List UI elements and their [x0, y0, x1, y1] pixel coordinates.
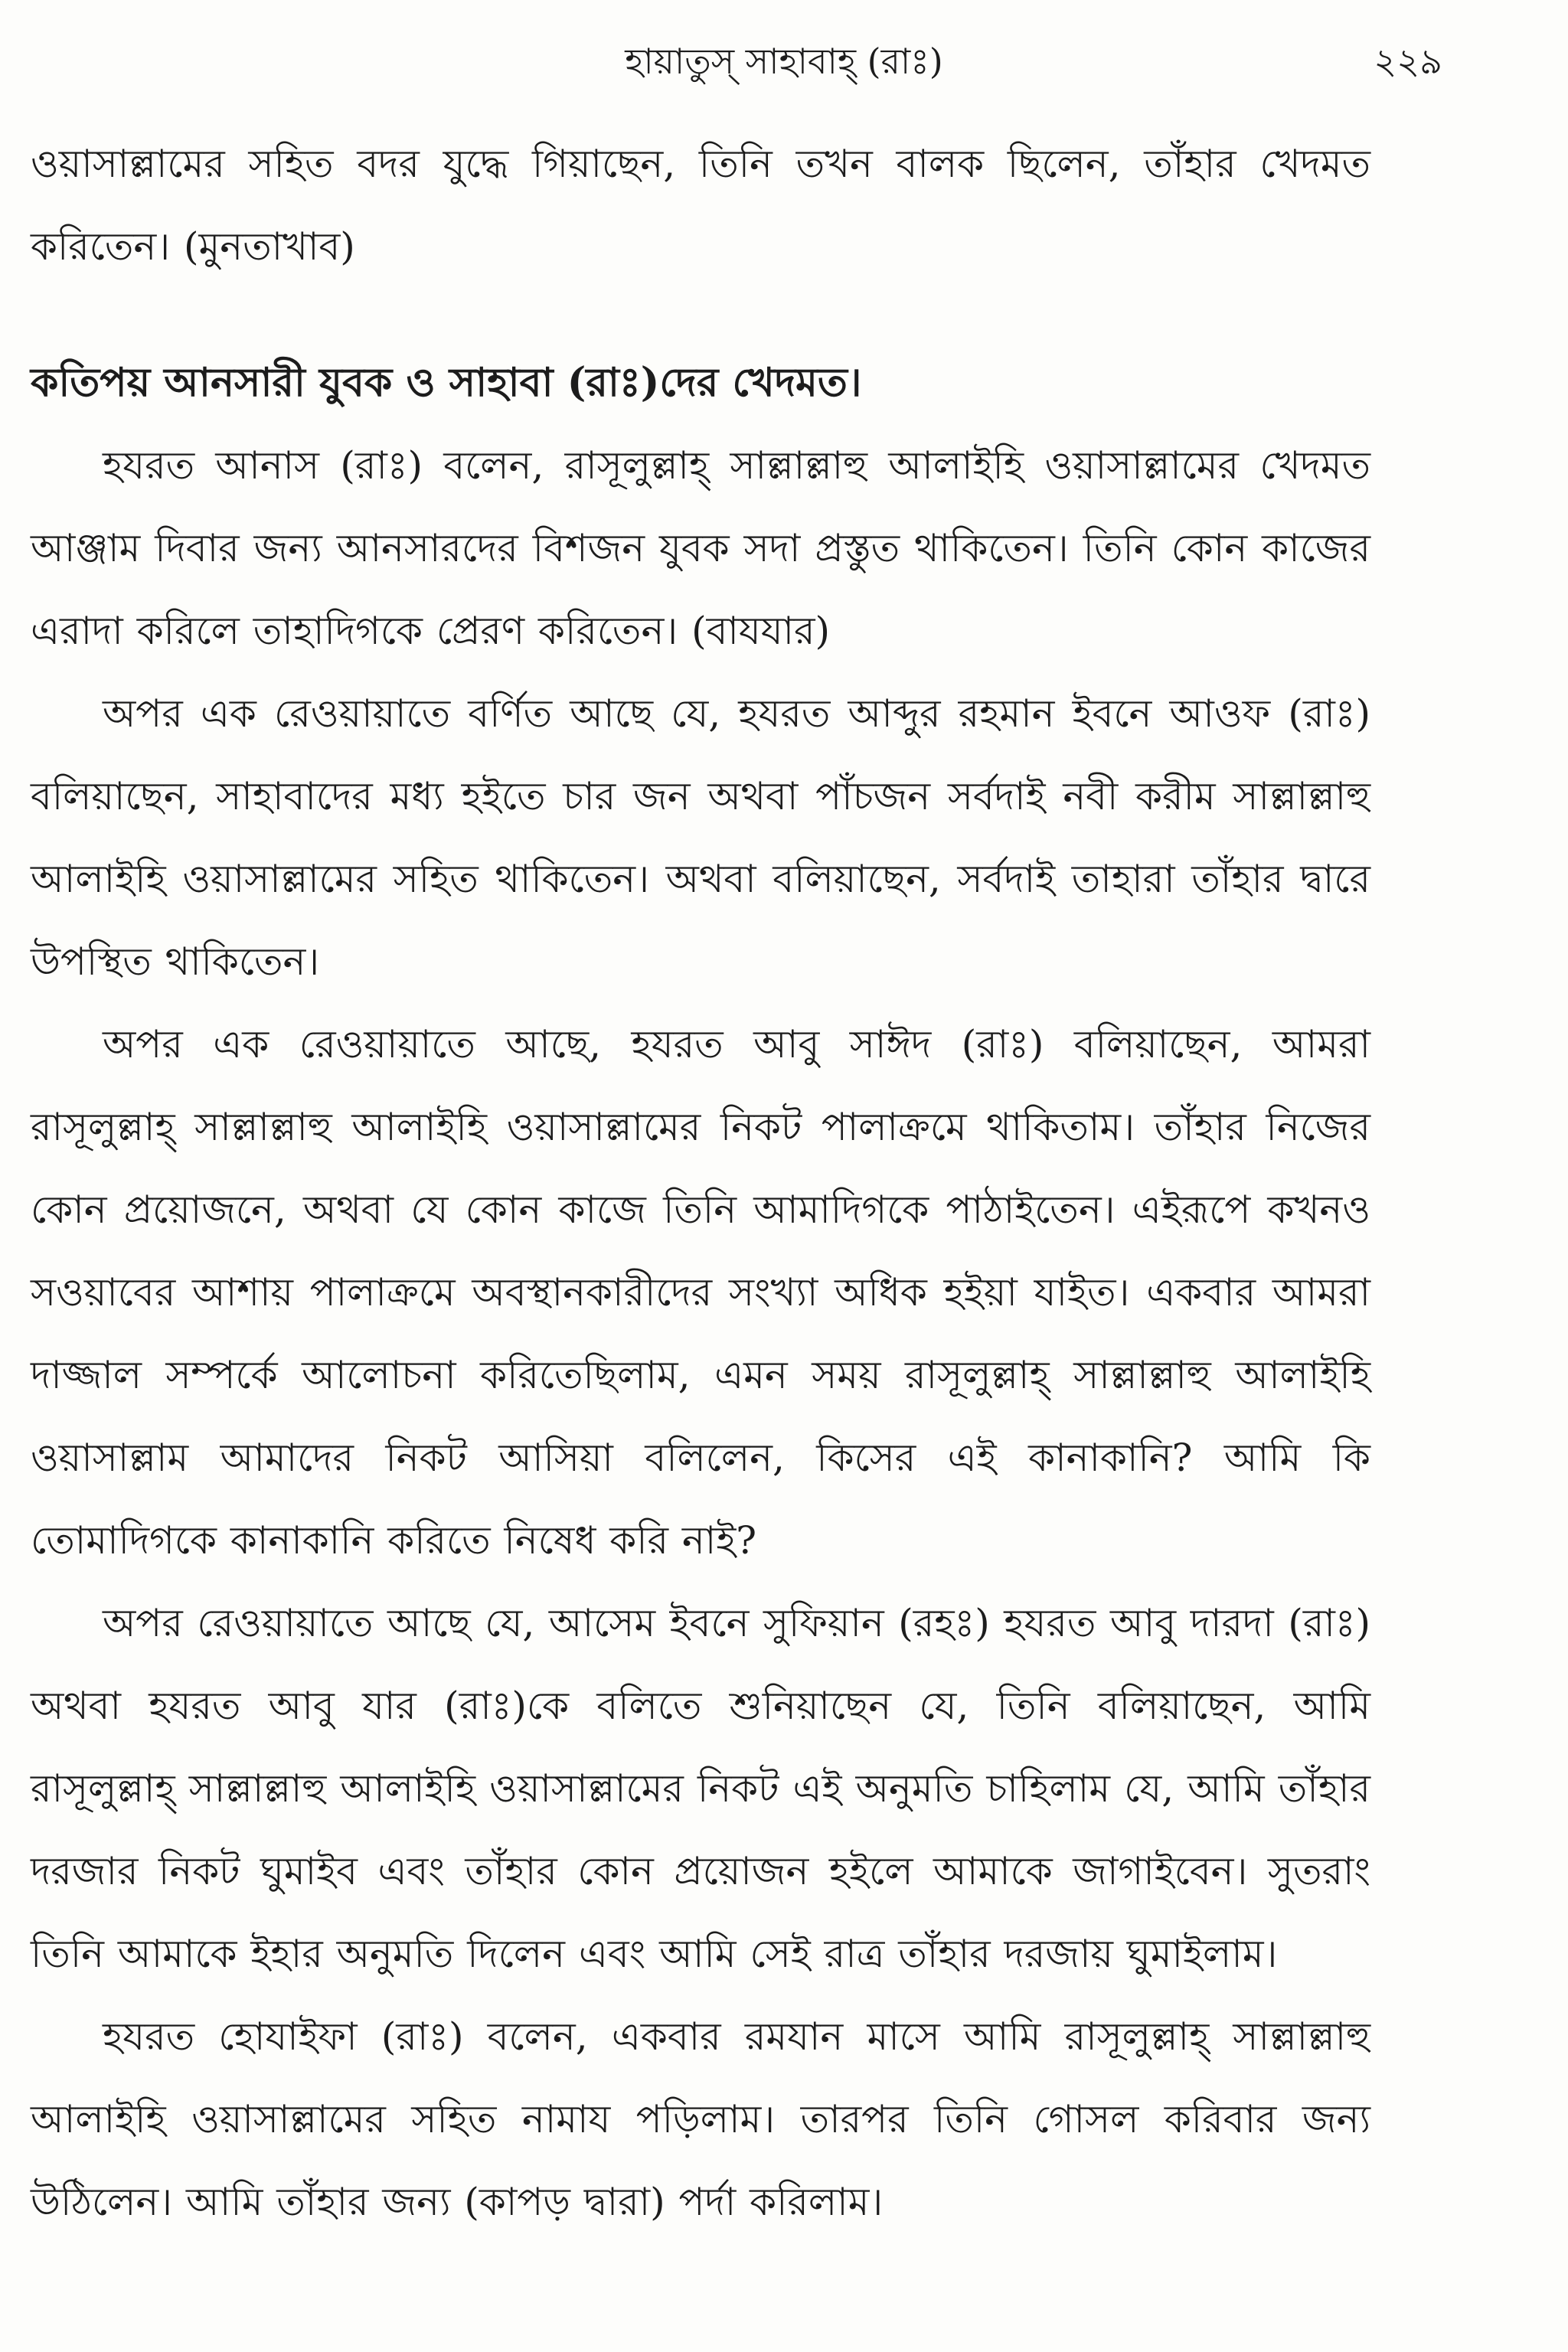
page-body: [31, 122, 1370, 2243]
running-header: [115, 31, 1453, 92]
paragraph-1: হযরত আনাস (রাঃ) বলেন, রাসূলুল্লাহ্ সাল্লাল্লাহু আলাইহি ওয়াসাল্লামের খেদমত আঞ্জাম দিবার জন্য আনসারদের বিশজন যুবক সদা প্রস্তুত থাকিতেন। তিনি কোন কাজের এরাদা করিলে তাহাদিগকে প্রেরণ করিতেন। (বাযযার): [31, 443, 1370, 653]
page-number: ২২৯: [1374, 41, 1442, 82]
continued-paragraph: ওয়াসাল্লামের সহিত বদর যুদ্ধে গিয়াছেন, তিনি তখন বালক ছিলেন, তাঁহার খেদমত করিতেন। (মুনতাখাব): [31, 142, 1370, 269]
section-heading: কতিপয় আনসারী যুবক ও সাহাবা (রাঃ)দের খেদমত।: [31, 359, 862, 406]
book-title: হায়াতুস্ সাহাবাহ্ (রাঃ): [625, 41, 943, 82]
paragraph-2: অপর এক রেওয়ায়াতে বর্ণিত আছে যে, হযরত আব্দুর রহমান ইবনে আওফ (রাঃ) বলিয়াছেন, সাহাবাদের মধ্য হইতে চার জন অথবা পাঁচজন সর্বদাই নবী করীম সাল্লাল্লাহু আলাইহি ওয়াসাল্লামের সহিত থাকিতেন। অথবা বলিয়াছেন, সর্বদাই তাহারা তাঁহার দ্বারে উপস্থিত থাকিতেন।: [31, 691, 1370, 984]
paragraph-4: অপর রেওয়ায়াতে আছে যে, আসেম ইবনে সুফিয়ান (রহঃ) হযরত আবু দারদা (রাঃ) অথবা হযরত আবু যার (রাঃ)কে বলিতে শুনিয়াছেন যে, তিনি বলিয়াছেন, আমি রাসূলুল্লাহ্ সাল্লাল্লাহু আলাইহি ওয়াসাল্লামের নিকট এই অনুমতি চাহিলাম যে, আমি তাঁহার দরজার নিকট ঘুমাইব এবং তাঁহার কোন প্রয়োজন হইলে আমাকে জাগাইবেন। সুতরাং তিনি আমাকে ইহার অনুমতি দিলেন এবং আমি সেই রাত্র তাঁহার দরজায় ঘুমাইলাম।: [31, 1601, 1370, 1976]
paragraph-3: অপর এক রেওয়ায়াতে আছে, হযরত আবু সাঈদ (রাঃ) বলিয়াছেন, আমরা রাসূলুল্লাহ্ সাল্লাল্লাহু আলাইহি ওয়াসাল্লামের নিকট পালাক্রমে থাকিতাম। তাঁহার নিজের কোন প্রয়োজনে, অথবা যে কোন কাজে তিনি আমাদিগকে পাঠাইতেন। এইরূপে কখনও সওয়াবের আশায় পালাক্রমে অবস্থানকারীদের সংখ্যা অধিক হইয়া যাইত। একবার আমরা দাজ্জাল সম্পর্কে আলোচনা করিতেছিলাম, এমন সময় রাসূলুল্লাহ্ সাল্লাল্লাহু আলাইহি ওয়াসাল্লাম আমাদের নিকট আসিয়া বলিলেন, কিসের এই কানাকানি? আমি কি তোমাদিগকে কানাকানি করিতে নিষেধ করি নাই?: [31, 1022, 1370, 1563]
paragraph-5: হযরত হোযাইফা (রাঃ) বলেন, একবার রমযান মাসে আমি রাসূলুল্লাহ্ সাল্লাল্লাহু আলাইহি ওয়াসাল্লামের সহিত নামায পড়িলাম। তারপর তিনি গোসল করিবার জন্য উঠিলেন। আমি তাঁহার জন্য (কাপড় দ্বারা) পর্দা করিলাম।: [31, 2014, 1370, 2224]
